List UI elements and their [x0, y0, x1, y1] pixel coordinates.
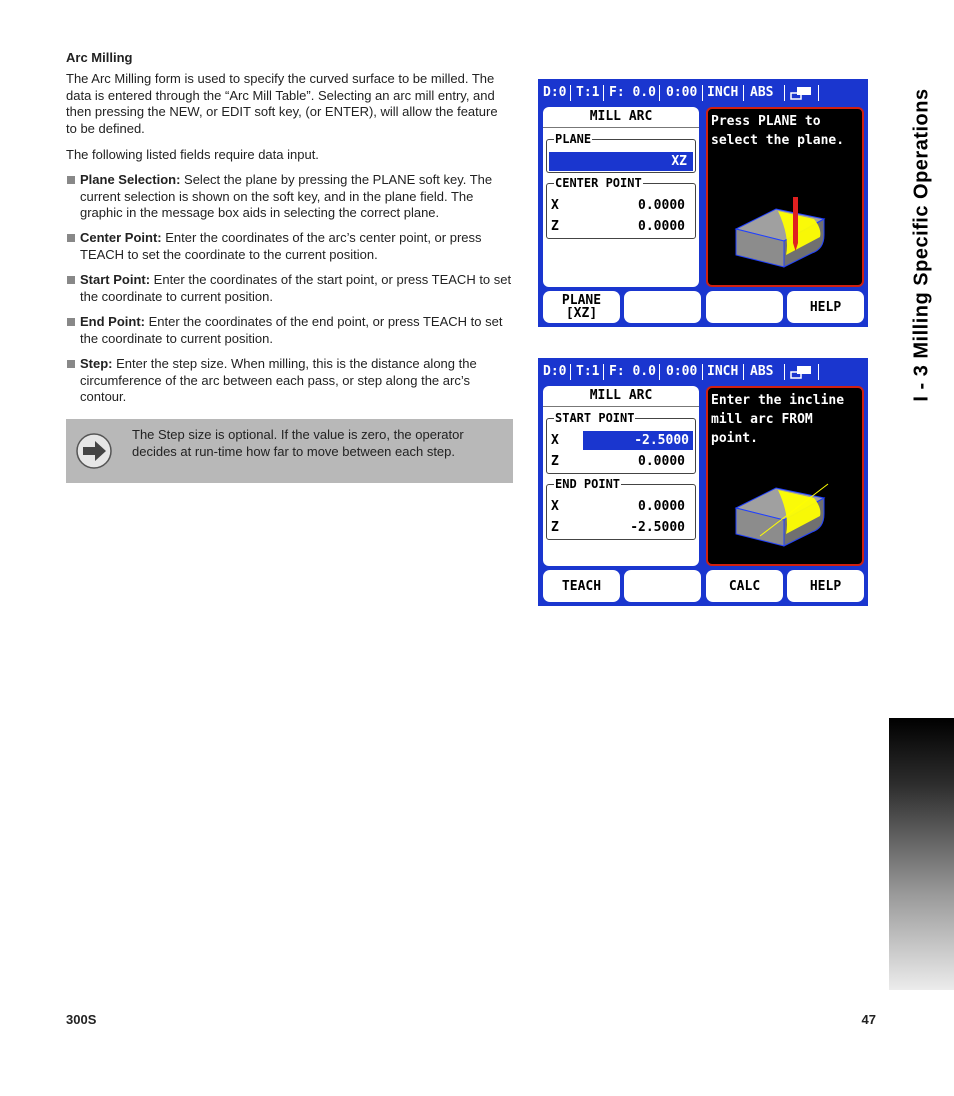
- dro-screen-plane: [538, 79, 868, 327]
- status-feed: F: 0.0: [609, 85, 656, 100]
- bullet-square-icon: [67, 318, 75, 326]
- section-heading: Arc Milling: [66, 50, 133, 65]
- bullet-center-point: [66, 230, 512, 263]
- bullet-label: End Point:: [80, 314, 145, 329]
- start-point-fieldset: [546, 411, 696, 474]
- softkey-label: CALC: [728, 578, 761, 594]
- softkey-2[interactable]: [624, 570, 701, 602]
- dro-screen-points: [538, 358, 868, 606]
- status-feed: F: 0.0: [609, 364, 656, 379]
- status-separator: [659, 85, 660, 101]
- mill-arc-form: [543, 386, 699, 566]
- plane-field[interactable]: XZ: [549, 152, 693, 171]
- bullet-plane-selection: [66, 172, 512, 222]
- status-tool: T:1: [576, 364, 600, 379]
- status-separator: [570, 85, 571, 101]
- softkey-label: HELP: [809, 578, 842, 594]
- axis-label: Z: [551, 219, 559, 234]
- axis-label: Z: [551, 520, 559, 535]
- chapter-tab: [889, 718, 954, 990]
- axis-label: X: [551, 499, 559, 514]
- tool-icon: [790, 364, 816, 380]
- status-separator: [702, 364, 703, 380]
- center-x-row[interactable]: [549, 196, 693, 215]
- plane-label: PLANE: [555, 132, 592, 146]
- end-z-value[interactable]: -2.5000: [630, 520, 685, 535]
- arc-point-graphic-icon: [732, 476, 832, 548]
- teach-softkey[interactable]: [543, 570, 620, 602]
- softkey-2[interactable]: [624, 291, 701, 323]
- end-point-label: END POINT: [555, 477, 621, 491]
- status-time: 0:00: [666, 85, 698, 100]
- start-z-value[interactable]: 0.0000: [638, 454, 685, 469]
- status-datum: D:0: [543, 85, 567, 100]
- end-z-row[interactable]: [549, 518, 693, 537]
- softkey-label: TEACH: [561, 578, 602, 594]
- calc-softkey[interactable]: [706, 570, 783, 602]
- footer-model: 300S: [66, 1012, 97, 1027]
- status-tool: T:1: [576, 85, 600, 100]
- center-point-fieldset: [546, 176, 696, 239]
- bullet-text: Enter the coordinates of the arc’s center point, or press TEACH to set the coordinate to the current position.: [80, 230, 482, 262]
- bullet-step: [66, 356, 512, 406]
- status-separator: [784, 85, 785, 101]
- intro-paragraph: The Arc Milling form is used to specify the curved surface to be milled. The data is entered through the “Arc Mill Table”. Selecting an arc mill entry, and then pressing the NEW, or EDIT soft key, (or ENTER), will allow the feature to be defined.: [66, 71, 498, 136]
- center-point-label: CENTER POINT: [555, 176, 642, 190]
- bullet-text: Enter the coordinates of the end point, or press TEACH to set the coordinate to current position.: [80, 314, 503, 346]
- bullet-text: Select the plane by pressing the PLANE soft key. The current selection is shown on the soft key, and in the plane field. The graphic in the message box aids in selecting the correct plane.: [80, 172, 493, 220]
- form-title: MILL ARC: [543, 386, 699, 407]
- status-time: 0:00: [666, 364, 698, 379]
- end-x-value[interactable]: 0.0000: [638, 499, 685, 514]
- status-units: INCH: [707, 85, 739, 100]
- message-box: [706, 386, 864, 566]
- bullet-square-icon: [67, 176, 75, 184]
- status-separator: [784, 364, 785, 380]
- bullet-end-point: [66, 314, 512, 347]
- bullet-square-icon: [67, 276, 75, 284]
- bullet-label: Plane Selection:: [80, 172, 181, 187]
- status-separator: [743, 364, 744, 380]
- fields-intro: The following listed fields require data input.: [66, 147, 319, 162]
- message-text: Press PLANE to select the plane.: [711, 114, 845, 148]
- plane-softkey[interactable]: [543, 291, 620, 323]
- status-separator: [603, 364, 604, 380]
- softkey-3[interactable]: [706, 291, 783, 323]
- bullet-start-point: [66, 272, 512, 305]
- status-separator: [603, 85, 604, 101]
- bullet-square-icon: [67, 234, 75, 242]
- mill-arc-form: [543, 107, 699, 287]
- end-x-row[interactable]: [549, 497, 693, 516]
- note-box: [66, 419, 513, 483]
- status-separator: [818, 85, 819, 101]
- help-softkey[interactable]: [787, 291, 864, 323]
- softkey-label: HELP: [809, 299, 842, 315]
- form-title: MILL ARC: [543, 107, 699, 128]
- center-z-row[interactable]: [549, 217, 693, 236]
- message-box: [706, 107, 864, 287]
- chapter-side-title: I - 3 Milling Specific Operations: [910, 88, 933, 402]
- axis-label: X: [551, 433, 559, 448]
- bullet-label: Start Point:: [80, 272, 151, 287]
- start-x-row[interactable]: [549, 431, 693, 450]
- status-separator: [659, 364, 660, 380]
- axis-label: Z: [551, 454, 559, 469]
- tool-icon: [790, 85, 816, 101]
- status-mode: ABS: [750, 364, 774, 379]
- status-datum: D:0: [543, 364, 567, 379]
- note-text: The Step size is optional. If the value is zero, the operator decides at run-time how far to move between each step.: [132, 427, 464, 459]
- start-z-row[interactable]: [549, 452, 693, 471]
- bullet-text: Enter the coordinates of the start point, or press TEACH to set the coordinate to current position.: [80, 272, 512, 304]
- center-z-value[interactable]: 0.0000: [638, 219, 685, 234]
- bullet-label: Step:: [80, 356, 113, 371]
- help-softkey[interactable]: [787, 570, 864, 602]
- plane-fieldset: [546, 132, 696, 173]
- arrow-right-icon: [76, 433, 112, 469]
- bullet-square-icon: [67, 360, 75, 368]
- end-point-fieldset: [546, 477, 696, 540]
- start-x-value[interactable]: -2.5000: [583, 431, 693, 450]
- axis-label: X: [551, 198, 559, 213]
- status-units: INCH: [707, 364, 739, 379]
- center-x-value[interactable]: 0.0000: [638, 198, 685, 213]
- status-separator: [570, 364, 571, 380]
- bullet-text: Enter the step size. When milling, this is the distance along the circumference of the arc between each pass, or step along the arc’s contour.: [80, 356, 477, 404]
- bullet-label: Center Point:: [80, 230, 162, 245]
- softkey-sublabel: [XZ]: [565, 306, 598, 321]
- status-separator: [743, 85, 744, 101]
- status-separator: [702, 85, 703, 101]
- start-point-label: START POINT: [555, 411, 635, 425]
- message-text: Enter the incline mill arc FROM point.: [711, 393, 845, 446]
- status-mode: ABS: [750, 85, 774, 100]
- softkey-label: PLANE: [561, 293, 602, 308]
- footer-page-number: 47: [861, 1012, 876, 1027]
- status-separator: [818, 364, 819, 380]
- plane-graphic-icon: [732, 197, 832, 269]
